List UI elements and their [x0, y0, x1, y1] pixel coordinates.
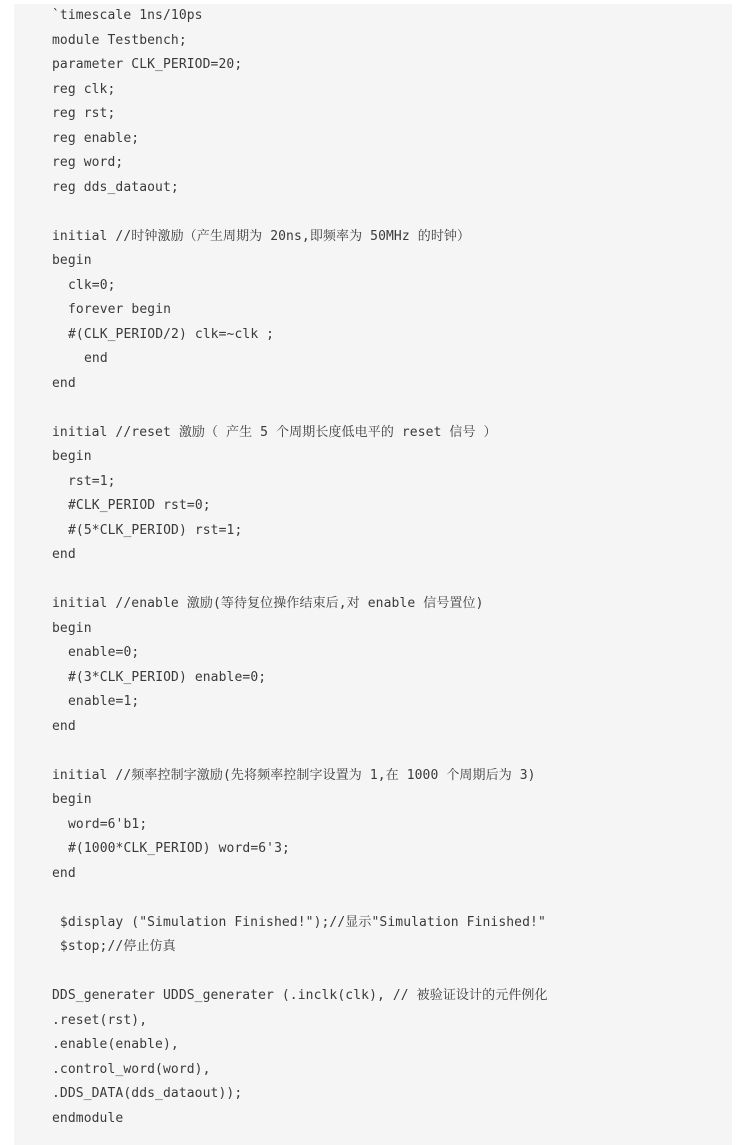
code-line: forever begin: [68, 302, 172, 317]
code-line: `timescale 1ns/10ps: [52, 8, 203, 23]
code-line: initial //频率控制字激励(先将频率控制字设置为 1,在 1000 个周期后为 3): [52, 767, 536, 783]
code-line: reg word;: [52, 155, 124, 170]
code-line: $stop;//停止仿真: [52, 939, 176, 954]
code-line: reg enable;: [52, 130, 140, 146]
code-line: #(3*CLK_PERIOD) enable=0;: [68, 669, 267, 685]
code-line: begin: [52, 620, 92, 636]
code-line: parameter CLK_PERIOD=20;: [52, 57, 243, 72]
code-line: reg rst;: [52, 106, 116, 121]
code-line: $display ("Simulation Finished!");//显示"Simulation Finished!": [52, 914, 546, 930]
code-line: begin: [52, 449, 92, 464]
code-line: .reset(rst),: [52, 1012, 148, 1028]
code-line: end: [52, 718, 76, 734]
code-line: .control_word(word),: [52, 1061, 211, 1077]
code-line: DDS_generater UDDS_generater (.inclk(clk), // 被验证设计的元件例化: [52, 988, 548, 1003]
code-line: #CLK_PERIOD rst=0;: [68, 498, 211, 513]
code-line: end: [52, 547, 76, 562]
code-line: end: [84, 351, 108, 366]
code-line: .DDS_DATA(dds_dataout));: [52, 1086, 243, 1101]
code-line: initial //时钟激励（产生周期为 20ns,即频率为 50MHz 的时钟）: [52, 228, 471, 244]
code-line: .enable(enable),: [52, 1037, 179, 1052]
code-line: #(1000*CLK_PERIOD) word=6'3;: [68, 841, 290, 856]
code-line: reg clk;: [52, 81, 116, 97]
code-line: #(5*CLK_PERIOD) rst=1;: [68, 522, 243, 538]
code-line: end: [52, 375, 76, 391]
code-line: end: [52, 865, 76, 881]
code-line: begin: [52, 792, 92, 807]
code-line: begin: [52, 253, 92, 268]
code-line: reg dds_dataout;: [52, 179, 179, 195]
code-line: clk=0;: [68, 277, 116, 293]
code-line: #(CLK_PERIOD/2) clk=~clk ;: [68, 326, 275, 342]
code-line: initial //reset 激励（ 产生 5 个周期长度低电平的 reset 信号 ）: [52, 424, 497, 440]
code-line: endmodule: [52, 1110, 124, 1126]
code-line: rst=1;: [68, 473, 116, 489]
code-line: word=6'b1;: [68, 816, 148, 832]
code-line: enable=1;: [68, 694, 140, 709]
code-line: module Testbench;: [52, 32, 187, 48]
code-line: initial //enable 激励(等待复位操作结束后,对 enable 信号置位): [52, 596, 484, 611]
code-listing: [14, 4, 732, 1145]
code-line: enable=0;: [68, 645, 140, 660]
